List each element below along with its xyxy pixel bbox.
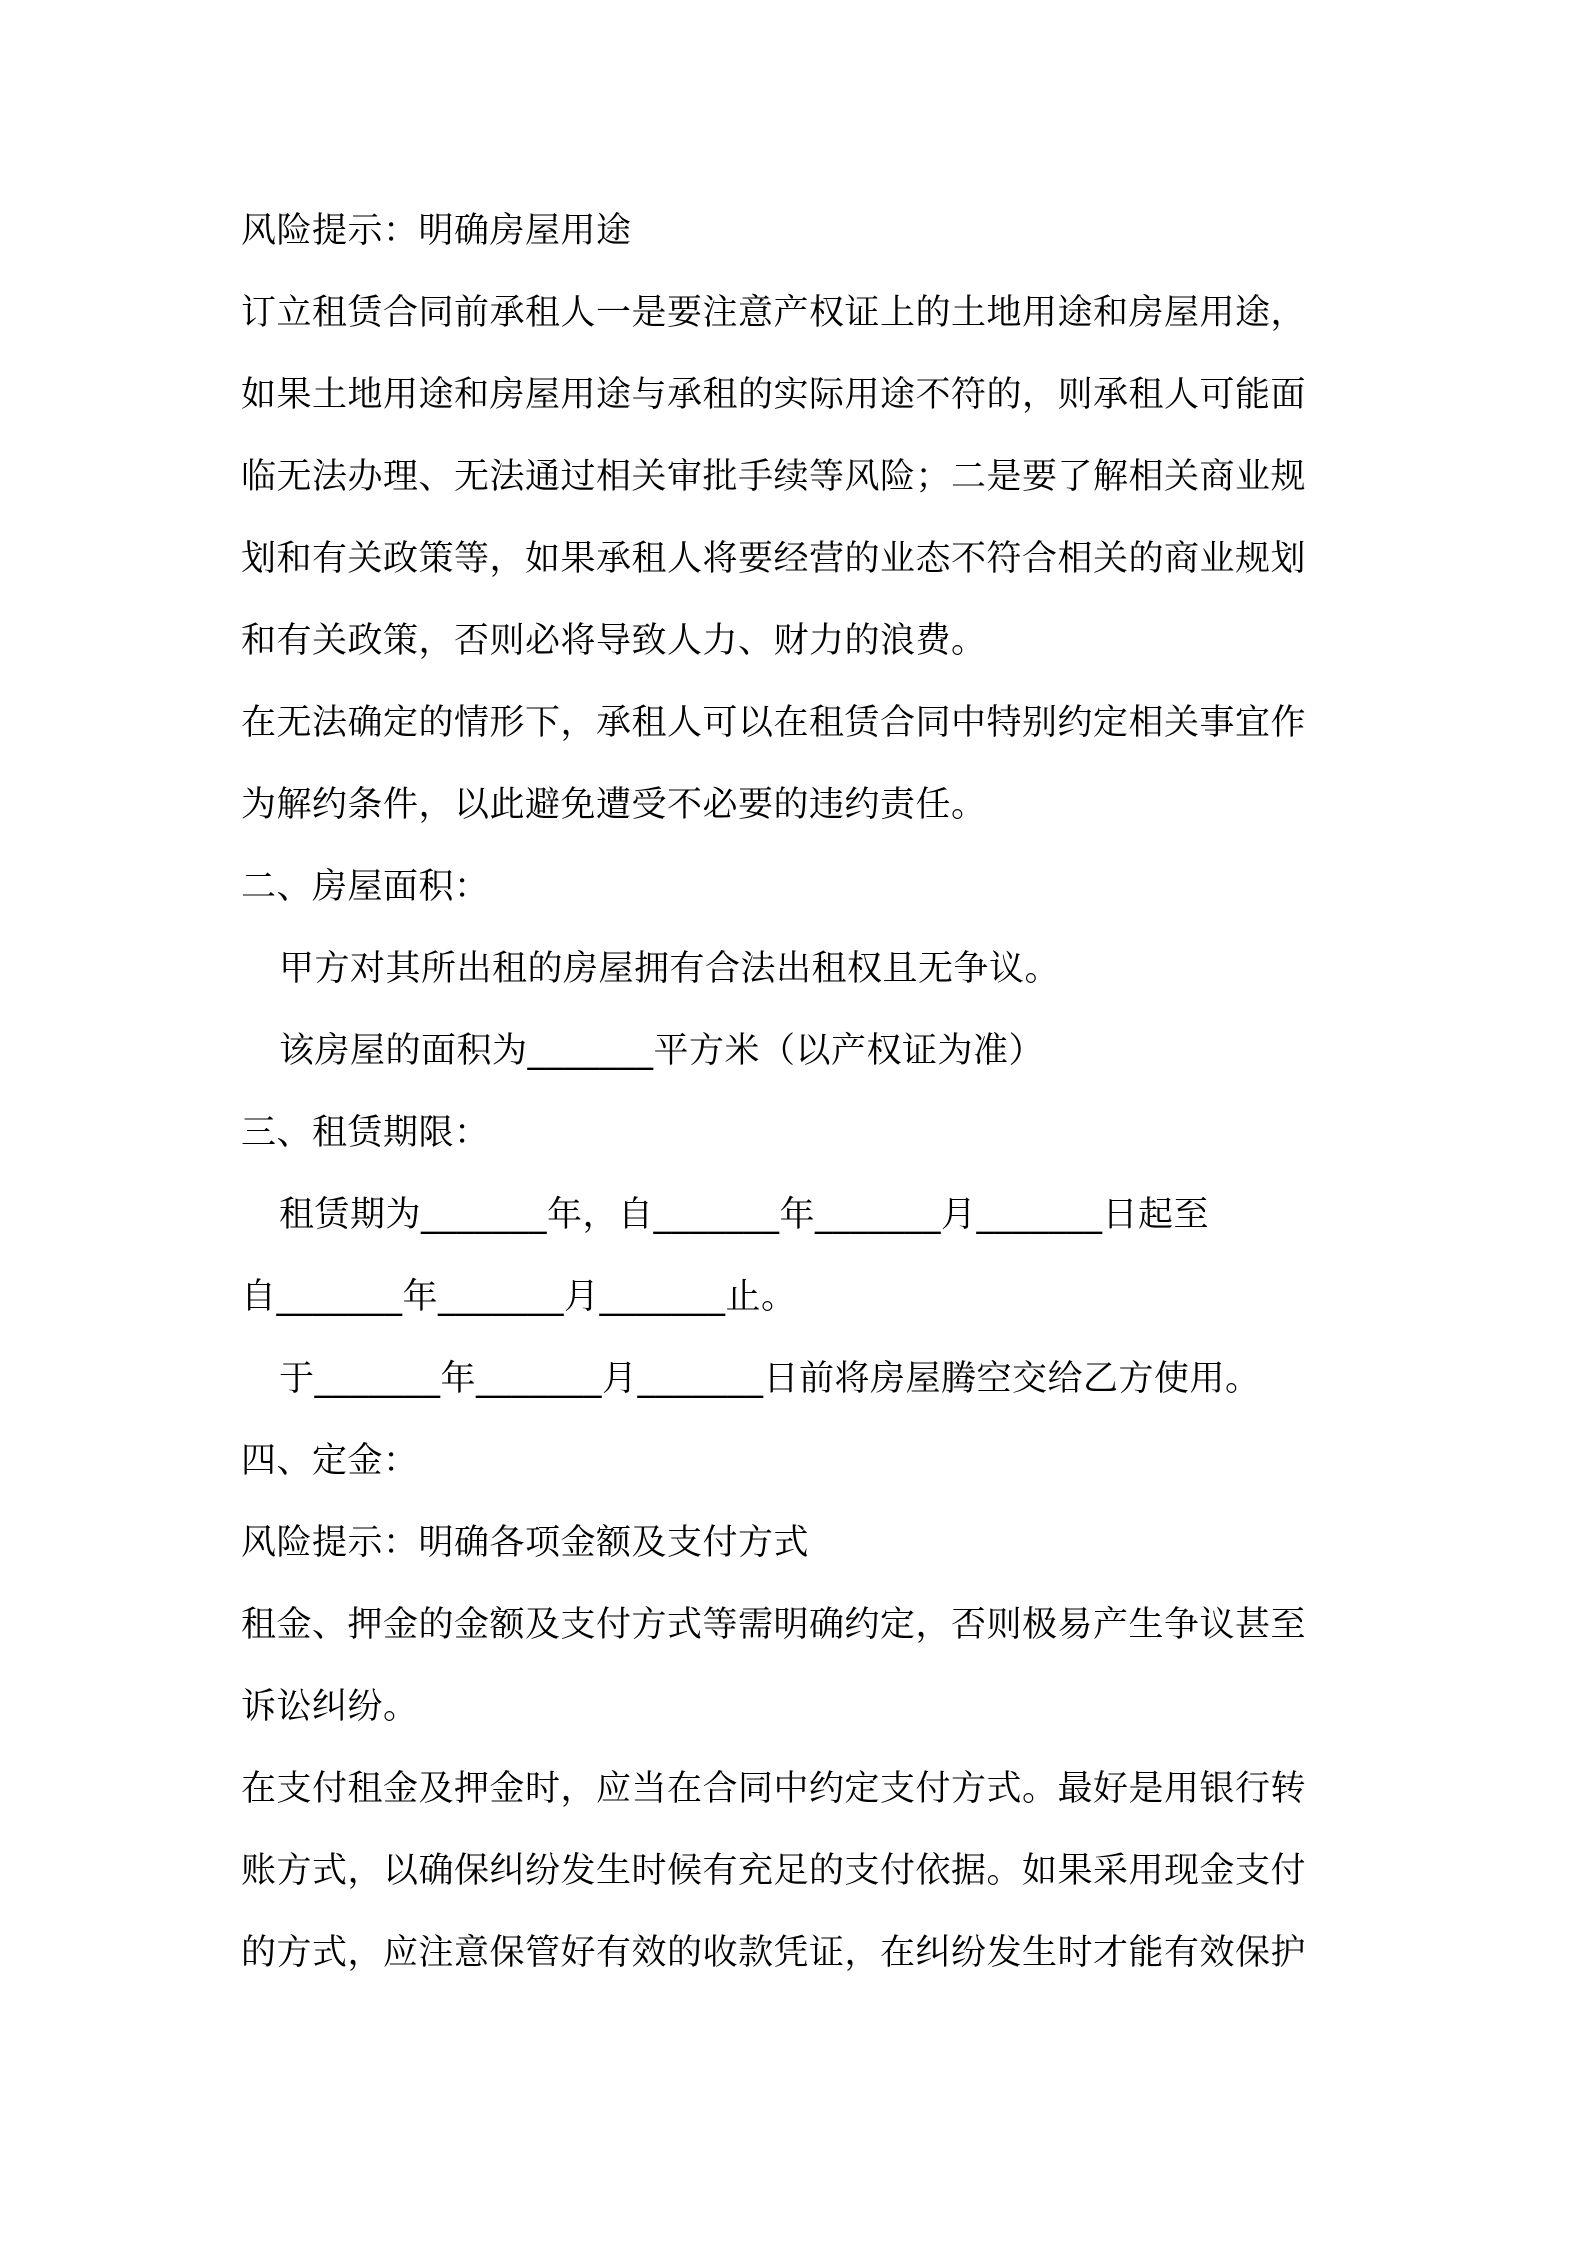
handover-fill-line: 于_______年_______月_______日前将房屋腾空交给乙方使用。 [279, 1359, 1261, 1399]
risk-tip-payment-heading: 风险提示：明确各项金额及支付方式 [241, 1523, 810, 1563]
area-fill-line: 该房屋的面积为_______平方米（以产权证为准） [279, 1031, 1045, 1071]
paragraph-line: 在支付租金及押金时，应当在合同中约定支付方式。最好是用银行转 [241, 1769, 1307, 1809]
paragraph-line: 和有关政策，否则必将导致人力、财力的浪费。 [241, 621, 987, 661]
paragraph-line: 临无法办理、无法通过相关审批手续等风险；二是要了解相关商业规 [241, 457, 1307, 497]
paragraph-line: 如果土地用途和房屋用途与承租的实际用途不符的，则承租人可能面 [241, 375, 1307, 415]
section-heading-deposit: 四、定金： [241, 1441, 419, 1481]
term-fill-line: 自_______年_______月_______止。 [241, 1277, 797, 1317]
paragraph-line: 甲方对其所出租的房屋拥有合法出租权且无争议。 [279, 949, 1061, 989]
paragraph-line: 租金、押金的金额及支付方式等需明确约定，否则极易产生争议甚至 [241, 1605, 1307, 1645]
paragraph-line: 账方式，以确保纠纷发生时候有充足的支付依据。如果采用现金支付 [241, 1851, 1307, 1891]
paragraph-line: 为解约条件，以此避免遭受不必要的违约责任。 [241, 785, 987, 825]
paragraph-line: 的方式，应注意保管好有效的收款凭证，在纠纷发生时才能有效保护 [241, 1933, 1307, 1973]
paragraph-line: 诉讼纠纷。 [241, 1687, 419, 1727]
paragraph-line: 划和有关政策等，如果承租人将要经营的业态不符合相关的商业规划 [241, 539, 1307, 579]
risk-tip-usage-heading: 风险提示：明确房屋用途 [241, 211, 632, 251]
paragraph-line: 在无法确定的情形下，承租人可以在租赁合同中特别约定相关事宜作 [241, 703, 1307, 743]
paragraph-line: 订立租赁合同前承租人一是要注意产权证上的土地用途和房屋用途， [241, 293, 1307, 333]
term-fill-line: 租赁期为_______年，自_______年_______月_______日起至 [279, 1195, 1210, 1235]
section-heading-area: 二、房屋面积： [241, 867, 490, 907]
section-heading-term: 三、租赁期限： [241, 1113, 490, 1153]
